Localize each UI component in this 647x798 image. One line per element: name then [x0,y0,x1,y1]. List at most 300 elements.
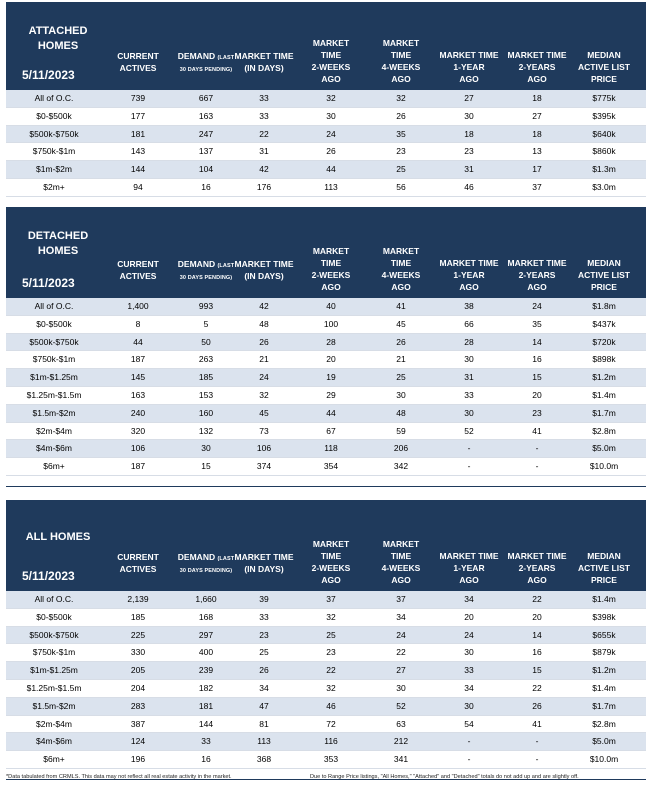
value-cell: 14 [532,629,542,640]
value-cell: 24 [532,301,542,311]
column-header-line: MARKET TIME [234,259,294,269]
table-row [6,591,646,609]
value-cell: - [535,736,539,747]
column-header [106,258,170,282]
table-row [6,334,646,352]
value-cell: 320 [130,425,146,436]
column-header-line: (IN DAYS) [244,271,284,281]
table-body [6,298,646,476]
value-cell: 106 [130,443,146,454]
column-header-line: AGO [321,282,341,292]
value-cell: 144 [198,718,214,729]
column-header-small: (LAST [217,556,235,562]
value-cell: 24 [464,629,474,640]
value-cell: 196 [130,754,146,765]
column-header [572,257,636,293]
column-header-line: AGO [459,74,479,84]
column-header-small-line: 30 DAYS PENDING) [179,275,233,281]
column-header [232,551,296,575]
value-cell: 17 [532,164,542,175]
column-header-line [171,551,241,565]
table-row [6,698,646,716]
value-cell: 56 [396,181,406,192]
value-cell: 37 [326,594,336,604]
value-cell: 30 [464,407,474,418]
price-range-cell: $500k-$750k [29,336,79,347]
value-cell: $398k [592,611,616,622]
value-cell: 35 [532,318,542,329]
column-header-small: (LAST [217,263,235,269]
value-cell: 37 [532,181,542,192]
value-cell: 73 [259,425,269,436]
price-range-cell: $2m-$4m [36,425,72,436]
value-cell: 45 [396,318,406,329]
column-header-line: AGO [391,575,411,585]
column-header [299,538,363,586]
price-range-cell: $750k-$1m [32,146,76,157]
value-cell: 18 [532,93,542,103]
value-cell: 26 [259,336,269,347]
value-cell: $2.8m [592,425,616,436]
value-cell: 13 [532,146,542,157]
value-cell: 29 [326,389,336,400]
column-header-main: DEMAND [177,259,216,269]
column-header [572,550,636,586]
value-cell: 113 [257,736,271,747]
value-cell: 23 [259,629,269,640]
price-range-cell: $2m-$4m [36,718,72,729]
value-cell: 187 [130,354,146,365]
section-title [6,229,110,259]
value-cell: 41 [532,718,542,729]
column-header-line: ACTIVES [119,271,157,281]
value-cell: 2,139 [127,594,149,604]
price-range-cell: $4m-$6m [36,736,72,747]
value-cell: 46 [326,700,336,711]
value-cell: 204 [130,682,146,693]
value-cell: 176 [256,181,272,192]
value-cell: 23 [532,407,542,418]
column-header-line: AGO [391,282,411,292]
section-title-line1: ALL HOMES [25,531,91,543]
value-cell: 42 [259,301,269,311]
value-cell: 27 [532,110,542,121]
value-cell: 23 [396,146,406,157]
value-cell: 33 [464,665,474,676]
value-cell: 5 [203,318,209,329]
value-cell: 354 [323,461,339,472]
value-cell: 30 [396,389,406,400]
value-cell: - [467,461,471,472]
value-cell: 63 [396,718,406,729]
price-range-cell: $750k-$1m [32,354,76,365]
column-header [232,50,296,74]
value-cell: 1,660 [195,594,217,604]
value-cell: $720k [592,336,616,347]
value-cell: - [467,443,471,454]
value-cell: 16 [201,754,211,765]
section-title [6,24,110,54]
table-row [6,440,646,458]
column-header-line: PRICE [591,575,617,585]
value-cell: $898k [592,354,616,365]
column-header-small-line: 30 DAYS PENDING) [179,67,233,73]
value-cell: 30 [464,110,474,121]
column-header-line: 2-WEEKS [311,270,351,280]
column-header [369,37,433,85]
value-cell: 368 [256,754,272,765]
value-cell: 44 [133,336,143,347]
table-row [6,627,646,645]
column-header-line: 2-WEEKS [311,62,351,72]
section-title-line1: ATTACHED [28,25,88,37]
table-row [6,662,646,680]
table-row [6,351,646,369]
price-range-cell: $1.25m-$1.5m [26,389,82,400]
price-range-cell: $1.5m-$2m [32,407,76,418]
value-cell: $1.3m [592,164,616,175]
column-header-line: AGO [459,282,479,292]
value-cell: 25 [326,629,336,640]
value-cell: 22 [326,665,336,676]
value-cell: 32 [326,93,336,103]
value-cell: 143 [130,146,146,157]
column-header [503,257,571,293]
value-cell: 66 [464,318,474,329]
column-header-line: 1-YEAR [453,270,485,280]
column-header-line: 2-YEARS [518,270,556,280]
value-cell: 22 [259,128,269,139]
column-header-line: TIME [320,50,342,60]
value-cell: 34 [259,682,269,693]
value-cell: 33 [259,611,269,622]
column-header-line: PRICE [591,282,617,292]
table-row [6,90,646,108]
value-cell: 45 [259,407,269,418]
column-header-line: 2-YEARS [518,563,556,573]
value-cell: 21 [396,354,406,365]
value-cell: 59 [396,425,406,436]
column-header [572,49,636,85]
value-cell: 212 [393,736,409,747]
value-cell: 67 [326,425,336,436]
column-header-line: AGO [459,575,479,585]
value-cell: 30 [464,647,474,658]
price-range-cell: $0-$500k [36,611,72,622]
value-cell: 32 [259,389,269,400]
column-header-line: ACTIVE LIST [578,62,630,72]
value-cell: $1.2m [592,372,616,383]
value-cell: 283 [130,700,146,711]
value-cell: 667 [198,93,214,103]
column-header [369,538,433,586]
value-cell: 181 [198,700,214,711]
column-header-line: MARKET TIME [439,258,499,268]
value-cell: 163 [130,389,146,400]
price-range-cell: All of O.C. [34,93,74,103]
section-title-line1: DETACHED [27,230,89,242]
value-cell: 100 [323,318,339,329]
value-cell: 34 [396,611,406,622]
value-cell: 30 [464,354,474,365]
table-row [6,316,646,334]
value-cell: $395k [592,110,616,121]
column-header-line: CURRENT [117,259,159,269]
column-header [503,550,571,586]
price-range-cell: $6m+ [43,754,65,765]
table-row [6,733,646,751]
table-header [6,2,646,90]
value-cell: 50 [201,336,211,347]
value-cell: $437k [592,318,616,329]
price-range-cell: $1m-$2m [36,164,72,175]
value-cell: - [535,754,539,765]
value-cell: $860k [592,146,616,157]
value-cell: 23 [464,146,474,157]
value-cell: 33 [464,389,474,400]
column-header-line: MARKET TIME [507,258,567,268]
table-header [6,207,646,298]
value-cell: 14 [532,336,542,347]
value-cell: 30 [396,682,406,693]
section-title [6,530,110,545]
column-header-line: (IN DAYS) [244,63,284,73]
value-cell: 263 [198,354,214,365]
value-cell: 153 [198,389,214,400]
table-row [6,423,646,441]
value-cell: 52 [464,425,474,436]
value-cell: 94 [133,181,143,192]
value-cell: 31 [464,372,474,383]
value-cell: 52 [396,700,406,711]
value-cell: 113 [324,181,338,192]
value-cell: $775k [592,93,616,103]
value-cell: 30 [464,700,474,711]
value-cell: 30 [326,110,336,121]
value-cell: 144 [130,164,146,175]
value-cell: 206 [393,443,409,454]
value-cell: 116 [324,736,338,747]
value-cell: 22 [532,594,542,604]
value-cell: 44 [326,164,336,175]
value-cell: 20 [532,611,542,622]
value-cell: - [467,754,471,765]
value-cell: 15 [532,372,542,383]
price-range-cell: $500k-$750k [29,128,79,139]
value-cell: 32 [396,93,406,103]
price-range-cell: $750k-$1m [32,647,76,658]
value-cell: 16 [201,181,211,192]
value-cell: 15 [532,665,542,676]
value-cell: 25 [259,647,269,658]
column-header-line [171,50,241,64]
table-row [6,369,646,387]
column-header-line: 4-WEEKS [381,563,421,573]
section-divider [6,486,646,487]
column-header-line: MARKET [382,246,420,256]
price-range-cell: $1.5m-$2m [32,700,76,711]
value-cell: 39 [259,594,269,604]
value-cell: $640k [592,128,616,139]
value-cell: 993 [198,301,214,311]
column-header [435,550,503,586]
column-header-line: CURRENT [117,51,159,61]
value-cell: 132 [198,425,214,436]
value-cell: 48 [396,407,406,418]
column-header-line: ACTIVE LIST [578,270,630,280]
price-range-cell: All of O.C. [34,301,74,311]
value-cell: 18 [532,128,542,139]
value-cell: 30 [201,443,211,454]
column-header [171,258,241,284]
value-cell: 400 [198,647,214,658]
value-cell: $1.2m [592,665,616,676]
value-cell: 33 [259,93,269,103]
value-cell: $3.0m [592,181,616,192]
value-cell: 18 [464,128,474,139]
column-header [232,258,296,282]
value-cell: 41 [396,301,406,311]
column-header-line: AGO [527,74,547,84]
value-cell: 118 [324,443,338,454]
value-cell: 187 [130,461,146,472]
value-cell: 26 [259,665,269,676]
value-cell: 106 [256,443,272,454]
column-header-main: DEMAND [177,552,216,562]
column-header-line: 4-WEEKS [381,62,421,72]
column-header-line: MEDIAN [587,50,621,60]
value-cell: 177 [130,110,146,121]
value-cell: 181 [130,128,146,139]
price-range-cell: $4m-$6m [36,443,72,454]
value-cell: 137 [198,146,214,157]
value-cell: 8 [135,318,141,329]
value-cell: $1.4m [592,389,616,400]
value-cell: 145 [130,372,146,383]
value-cell: 20 [464,611,474,622]
price-range-cell: $1m-$1.25m [30,372,78,383]
column-header-line: MARKET TIME [507,551,567,561]
value-cell: 33 [201,736,211,747]
value-cell: $5.0m [592,736,616,747]
value-cell: 37 [396,594,406,604]
value-cell: 247 [198,128,214,139]
value-cell: $2.8m [592,718,616,729]
column-header-line: PRICE [591,74,617,84]
value-cell: 24 [396,629,406,640]
section-title-line2: HOMES [37,40,79,52]
table-row [6,126,646,144]
column-header-line: MARKET [382,38,420,48]
value-cell: 19 [326,372,336,383]
column-header [369,245,433,293]
report-date: 5/11/2023 [22,569,75,583]
table-row [6,387,646,405]
value-cell: 739 [130,93,146,103]
column-header-line: TIME [320,258,342,268]
value-cell: 42 [259,164,269,175]
column-header-line: MARKET TIME [234,552,294,562]
value-cell: 34 [464,682,474,693]
value-cell: 225 [130,629,146,640]
column-header-line: ACTIVES [119,564,157,574]
value-cell: $1.7m [592,407,616,418]
value-cell: 38 [464,301,474,311]
value-cell: 353 [323,754,339,765]
value-cell: - [535,461,539,472]
table-row [6,405,646,423]
value-cell: 341 [393,754,409,765]
value-cell: 16 [532,647,542,658]
column-header-line: ACTIVES [119,63,157,73]
value-cell: 342 [393,461,409,472]
column-header-line: TIME [320,551,342,561]
value-cell: 26 [326,146,336,157]
value-cell: 24 [259,372,269,383]
value-cell: 22 [532,682,542,693]
table-section [6,207,646,487]
table-header [6,500,646,591]
value-cell: 20 [326,354,336,365]
value-cell: 24 [326,128,336,139]
column-header-line: MARKET TIME [439,551,499,561]
value-cell: $10.0m [589,461,619,472]
value-cell: 28 [326,336,336,347]
column-header-line: AGO [527,282,547,292]
value-cell: 163 [198,110,214,121]
price-range-cell: $500k-$750k [29,629,79,640]
value-cell: 31 [464,164,474,175]
column-header-main: DEMAND [177,51,216,61]
price-range-cell: $1m-$1.25m [30,665,78,676]
table-row [6,298,646,316]
column-header-line: AGO [321,74,341,84]
table-row [6,143,646,161]
value-cell: $655k [592,629,616,640]
value-cell: 239 [198,665,214,676]
column-header [435,257,503,293]
value-cell: 81 [259,718,269,729]
column-header-line: TIME [390,551,412,561]
footer-note-right: Due to Range Price listings, "All Homes," "Attached" and "Detached" totals do not add up and are slightly off. [310,774,579,780]
value-cell: 40 [326,301,336,311]
value-cell: 21 [259,354,269,365]
value-cell: $10.0m [589,754,619,765]
column-header-line: 1-YEAR [453,62,485,72]
value-cell: 28 [464,336,474,347]
column-header-line: 1-YEAR [453,563,485,573]
table-section [6,500,646,780]
table-row [6,609,646,627]
price-range-cell: All of O.C. [34,594,74,604]
column-header [171,50,241,76]
column-header [435,49,503,85]
column-header-line: ACTIVE LIST [578,563,630,573]
value-cell: 48 [259,318,269,329]
column-header-line: MARKET TIME [507,50,567,60]
value-cell: 26 [396,110,406,121]
value-cell: 160 [198,407,214,418]
value-cell: 20 [532,389,542,400]
section-title-line2: HOMES [37,245,79,257]
value-cell: 297 [198,629,214,640]
value-cell: 26 [532,700,542,711]
value-cell: 25 [396,164,406,175]
value-cell: 47 [259,700,269,711]
value-cell: 374 [256,461,272,472]
column-header [106,50,170,74]
column-header [299,37,363,85]
